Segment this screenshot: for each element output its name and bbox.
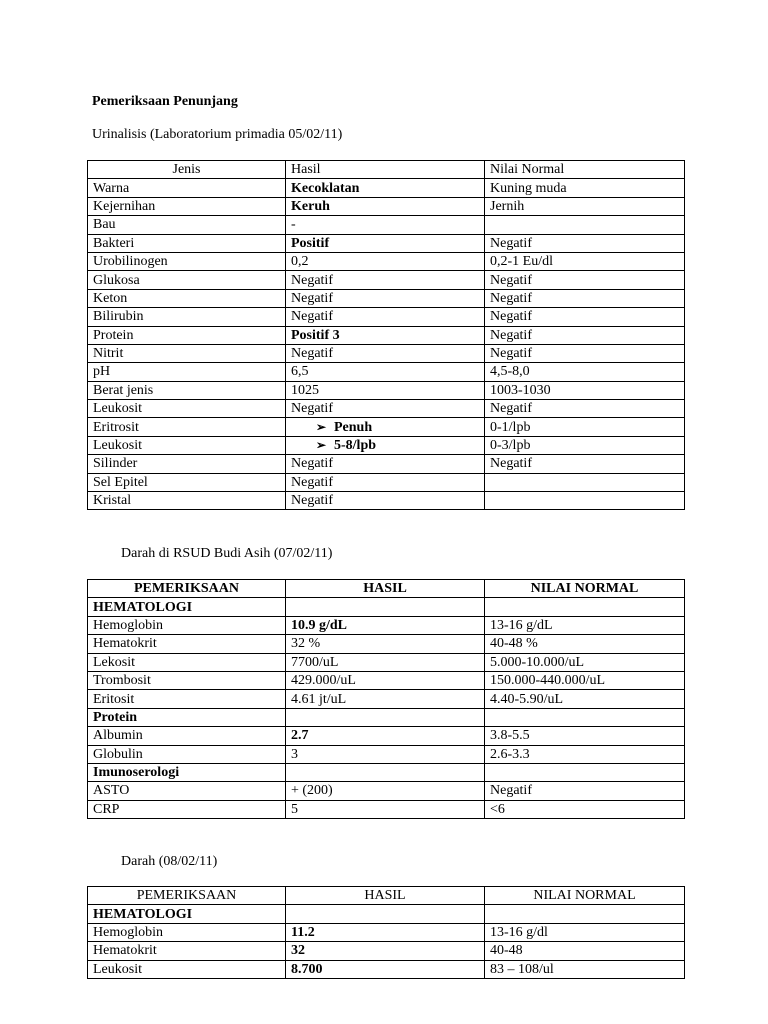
cell-nilai-normal: 150.000-440.000/uL: [485, 671, 685, 689]
table-row: [88, 308, 685, 326]
arrow-bullet-icon: ➢: [316, 438, 327, 453]
cell-jenis: Protein: [88, 326, 286, 344]
cell-hasil: + (200): [286, 782, 485, 800]
cell-nilai-normal: 5.000-10.000/uL: [485, 653, 685, 671]
table-row: [88, 455, 685, 473]
cell-nilai-normal: <6: [485, 800, 685, 818]
header-pemeriksaan: PEMERIKSAAN: [88, 887, 286, 905]
cell-pemeriksaan: Eritosit: [88, 690, 286, 708]
cell-nilai-normal: Negatif: [485, 326, 685, 344]
cell-pemeriksaan: Globulin: [88, 745, 286, 763]
cell-hasil: 8.700: [286, 960, 485, 978]
urinalysis-caption: Urinalisis (Laboratorium primadia 05/02/11): [92, 127, 343, 142]
header-nilai-normal: NILAI NORMAL: [485, 580, 685, 598]
cell-pemeriksaan: ASTO: [88, 782, 286, 800]
table-row: [88, 745, 685, 763]
blood-test-1-table: [87, 579, 685, 819]
cell-nilai-normal: [485, 473, 685, 491]
cell-nilai-normal: Negatif: [485, 271, 685, 289]
section-row: [88, 905, 685, 923]
cell-hasil: 4.61 jt/uL: [286, 690, 485, 708]
cell-hasil: 32 %: [286, 635, 485, 653]
cell-nilai-normal: 1003-1030: [485, 381, 685, 399]
cell-nilai-normal: [485, 216, 685, 234]
cell-nilai-normal: 0,2-1 Eu/dl: [485, 252, 685, 270]
cell-jenis: Bau: [88, 216, 286, 234]
cell-hasil: Kecoklatan: [286, 179, 485, 197]
section-row: [88, 708, 685, 726]
cell-nilai-normal: 83 – 108/ul: [485, 960, 685, 978]
empty-cell: [286, 763, 485, 781]
cell-hasil: Positif: [286, 234, 485, 252]
table-row: [88, 690, 685, 708]
cell-hasil: Negatif: [286, 271, 485, 289]
table-row: [88, 653, 685, 671]
table-row: [88, 960, 685, 978]
cell-jenis: Kejernihan: [88, 197, 286, 215]
cell-nilai-normal: 0-1/lpb: [485, 418, 685, 436]
empty-cell: [286, 708, 485, 726]
header-pemeriksaan: PEMERIKSAAN: [88, 580, 286, 598]
table-row: [88, 326, 685, 344]
cell-hasil: 0,2: [286, 252, 485, 270]
cell-hasil: 429.000/uL: [286, 671, 485, 689]
cell-hasil: [286, 436, 485, 454]
blood-test-2-table: [87, 886, 685, 979]
arrow-bullet-icon: ➢: [316, 419, 327, 434]
table-row: [88, 782, 685, 800]
cell-hasil: [286, 418, 485, 436]
cell-pemeriksaan: Hemoglobin: [88, 616, 286, 634]
cell-hasil: Negatif: [286, 308, 485, 326]
cell-nilai-normal: 13-16 g/dL: [485, 616, 685, 634]
table-row: [88, 252, 685, 270]
cell-nilai-normal: 40-48 %: [485, 635, 685, 653]
table-row: [88, 289, 685, 307]
table-row: [88, 271, 685, 289]
table-header-row: [88, 161, 685, 179]
cell-nilai-normal: 40-48: [485, 942, 685, 960]
header-nilai-normal: Nilai Normal: [485, 161, 685, 179]
cell-pemeriksaan: Trombosit: [88, 671, 286, 689]
cell-pemeriksaan: CRP: [88, 800, 286, 818]
table-row: [88, 363, 685, 381]
cell-hasil: Negatif: [286, 289, 485, 307]
table-row: [88, 923, 685, 941]
cell-jenis: Glukosa: [88, 271, 286, 289]
page-title: Pemeriksaan Penunjang: [92, 94, 238, 109]
section-label: Protein: [88, 708, 286, 726]
table-row: [88, 800, 685, 818]
cell-nilai-normal: Negatif: [485, 289, 685, 307]
cell-jenis: Warna: [88, 179, 286, 197]
cell-pemeriksaan: Albumin: [88, 727, 286, 745]
cell-jenis: Sel Epitel: [88, 473, 286, 491]
cell-hasil: Negatif: [286, 400, 485, 418]
table-header-row: [88, 580, 685, 598]
cell-jenis: Eritrosit: [88, 418, 286, 436]
table-row: [88, 616, 685, 634]
header-hasil: HASIL: [286, 580, 485, 598]
cell-nilai-normal: 4,5-8,0: [485, 363, 685, 381]
empty-cell: [485, 763, 685, 781]
cell-hasil: Negatif: [286, 344, 485, 362]
cell-jenis: Nitrit: [88, 344, 286, 362]
table-row: [88, 344, 685, 362]
cell-pemeriksaan: Leukosit: [88, 960, 286, 978]
blood-test-1-caption: Darah di RSUD Budi Asih (07/02/11): [121, 546, 333, 561]
cell-jenis: Leukosit: [88, 400, 286, 418]
cell-hasil: 10.9 g/dL: [286, 616, 485, 634]
cell-pemeriksaan: Hemoglobin: [88, 923, 286, 941]
table-row: [88, 418, 685, 436]
cell-jenis: Silinder: [88, 455, 286, 473]
cell-hasil-value: 5-8/lpb: [334, 438, 377, 454]
table-row: [88, 436, 685, 454]
cell-jenis: Bakteri: [88, 234, 286, 252]
cell-hasil: Positif 3: [286, 326, 485, 344]
cell-hasil: Negatif: [286, 492, 485, 510]
cell-hasil: Negatif: [286, 473, 485, 491]
cell-jenis: Bilirubin: [88, 308, 286, 326]
header-hasil: Hasil: [286, 161, 485, 179]
table-row: [88, 381, 685, 399]
header-jenis: Jenis: [88, 161, 286, 179]
header-hasil: HASIL: [286, 887, 485, 905]
cell-hasil: Keruh: [286, 197, 485, 215]
cell-jenis: pH: [88, 363, 286, 381]
empty-cell: [485, 598, 685, 616]
table-row: [88, 400, 685, 418]
cell-nilai-normal: [485, 492, 685, 510]
cell-jenis: Berat jenis: [88, 381, 286, 399]
cell-nilai-normal: Negatif: [485, 308, 685, 326]
cell-nilai-normal: Jernih: [485, 197, 685, 215]
cell-pemeriksaan: Hematokrit: [88, 635, 286, 653]
table-row: [88, 473, 685, 491]
cell-hasil: 1025: [286, 381, 485, 399]
table-row: [88, 671, 685, 689]
cell-nilai-normal: Negatif: [485, 344, 685, 362]
cell-nilai-normal: Negatif: [485, 782, 685, 800]
cell-nilai-normal: 3.8-5.5: [485, 727, 685, 745]
cell-jenis: Kristal: [88, 492, 286, 510]
cell-hasil: 5: [286, 800, 485, 818]
cell-hasil: 32: [286, 942, 485, 960]
cell-jenis: Urobilinogen: [88, 252, 286, 270]
urinalysis-table: [87, 160, 685, 510]
cell-jenis: Keton: [88, 289, 286, 307]
cell-pemeriksaan: Lekosit: [88, 653, 286, 671]
cell-hasil: 7700/uL: [286, 653, 485, 671]
table-row: [88, 942, 685, 960]
cell-nilai-normal: Negatif: [485, 400, 685, 418]
cell-nilai-normal: 13-16 g/dl: [485, 923, 685, 941]
cell-hasil: -: [286, 216, 485, 234]
section-row: [88, 598, 685, 616]
cell-hasil: 11.2: [286, 923, 485, 941]
section-row: [88, 763, 685, 781]
table-row: [88, 727, 685, 745]
cell-hasil-value: Penuh: [334, 419, 373, 435]
table-row: [88, 492, 685, 510]
blood-test-2-caption: Darah (08/02/11): [121, 854, 218, 869]
empty-cell: [485, 905, 685, 923]
cell-nilai-normal: Negatif: [485, 455, 685, 473]
table-row: [88, 216, 685, 234]
empty-cell: [485, 708, 685, 726]
table-header-row: [88, 887, 685, 905]
cell-nilai-normal: Negatif: [485, 234, 685, 252]
cell-nilai-normal: 4.40-5.90/uL: [485, 690, 685, 708]
cell-nilai-normal: 2.6-3.3: [485, 745, 685, 763]
cell-hasil: Negatif: [286, 455, 485, 473]
table-row: [88, 635, 685, 653]
cell-nilai-normal: 0-3/lpb: [485, 436, 685, 454]
cell-hasil: 3: [286, 745, 485, 763]
section-label: HEMATOLOGI: [88, 598, 286, 616]
header-nilai-normal: NILAI NORMAL: [485, 887, 685, 905]
section-label: HEMATOLOGI: [88, 905, 286, 923]
cell-jenis: Leukosit: [88, 436, 286, 454]
cell-nilai-normal: Kuning muda: [485, 179, 685, 197]
table-row: [88, 179, 685, 197]
table-row: [88, 234, 685, 252]
empty-cell: [286, 905, 485, 923]
empty-cell: [286, 598, 485, 616]
table-row: [88, 197, 685, 215]
section-label: Imunoserologi: [88, 763, 286, 781]
cell-pemeriksaan: Hematokrit: [88, 942, 286, 960]
cell-hasil: 6,5: [286, 363, 485, 381]
cell-hasil: 2.7: [286, 727, 485, 745]
